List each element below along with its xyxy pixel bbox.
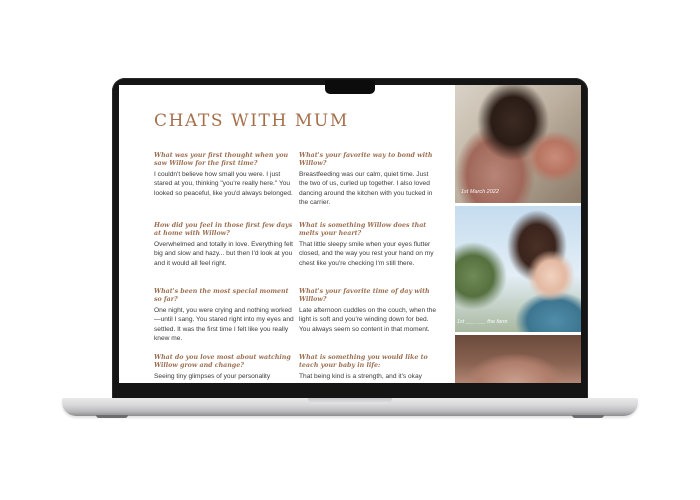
qa-item: [299, 152, 439, 208]
qa-question: What is something you would like to teach your baby in life:: [299, 354, 428, 369]
qa-item: [154, 152, 294, 198]
qa-question: What's your favorite way to bond with Willow?: [299, 152, 433, 167]
photo-mother-and-baby-outdoors: [455, 206, 581, 332]
qa-answer: That little sleepy smile when your eyes flutter closed, and the way you rest your hand on my chest like you're checking I'm still there.: [299, 241, 434, 267]
qa-question: What's your favorite time of day with Willow?: [299, 288, 430, 303]
qa-answer: I couldn't believe how small you were. I just stared at you, thinking "you're really here." You looked so peaceful, like you'd always belonged.: [154, 171, 293, 197]
qa-answer: One night, you were crying and nothing worked—until I sang. You stared right into my eyes and settled. It was the first time I felt like you really knew me.: [154, 307, 294, 343]
qa-item: [299, 222, 439, 268]
page-title: CHATS WITH MUM: [154, 111, 349, 131]
qa-question: What's been the most special moment so far?: [154, 288, 289, 303]
qa-question: What is something Willow does that melts your heart?: [299, 222, 427, 237]
qa-answer: Overwhelmed and totally in love. Everything felt big and slow and hazy... but then I'd look at you and it would all feel right.: [154, 241, 293, 267]
laptop-foot-left: [96, 415, 128, 418]
qa-item: [154, 222, 294, 268]
qa-answer: Late afternoon cuddles on the couch, when the light is soft and you're winding down for bed. You always seem so content in that moment.: [299, 307, 437, 333]
qa-answer: Breastfeeding was our calm, quiet time. Just the two of us, curled up together. I also loved dancing around the kitchen with you tucked in the carrier.: [299, 171, 433, 207]
photo-strip: [455, 85, 581, 383]
laptop-foot-right: [572, 415, 604, 418]
qa-item: [154, 354, 294, 381]
laptop-opening-groove: [308, 398, 392, 404]
qa-item: [154, 288, 294, 344]
photo-close-up-hair: [455, 335, 581, 383]
qa-answer: Seeing tiny glimpses of your personality: [154, 373, 271, 380]
qa-question: What do you love most about watching Willow grow and change?: [154, 354, 291, 369]
qa-item: [299, 354, 439, 381]
photo-caption: 1st ___ ___ the farm: [457, 319, 508, 325]
qa-question: How did you feel in those first few days at home with Willow?: [154, 222, 293, 237]
laptop-screen: [119, 85, 581, 383]
qa-item: [299, 288, 439, 334]
qa-answer: That being kind is a strength, and it's okay: [299, 373, 422, 380]
camera-notch: [325, 80, 375, 94]
photo-caption: 1st March 2022: [461, 189, 499, 195]
photo-mother-kissing-newborn: [455, 85, 581, 203]
qa-question: What was your first thought when you saw Willow for the first time?: [154, 152, 289, 167]
